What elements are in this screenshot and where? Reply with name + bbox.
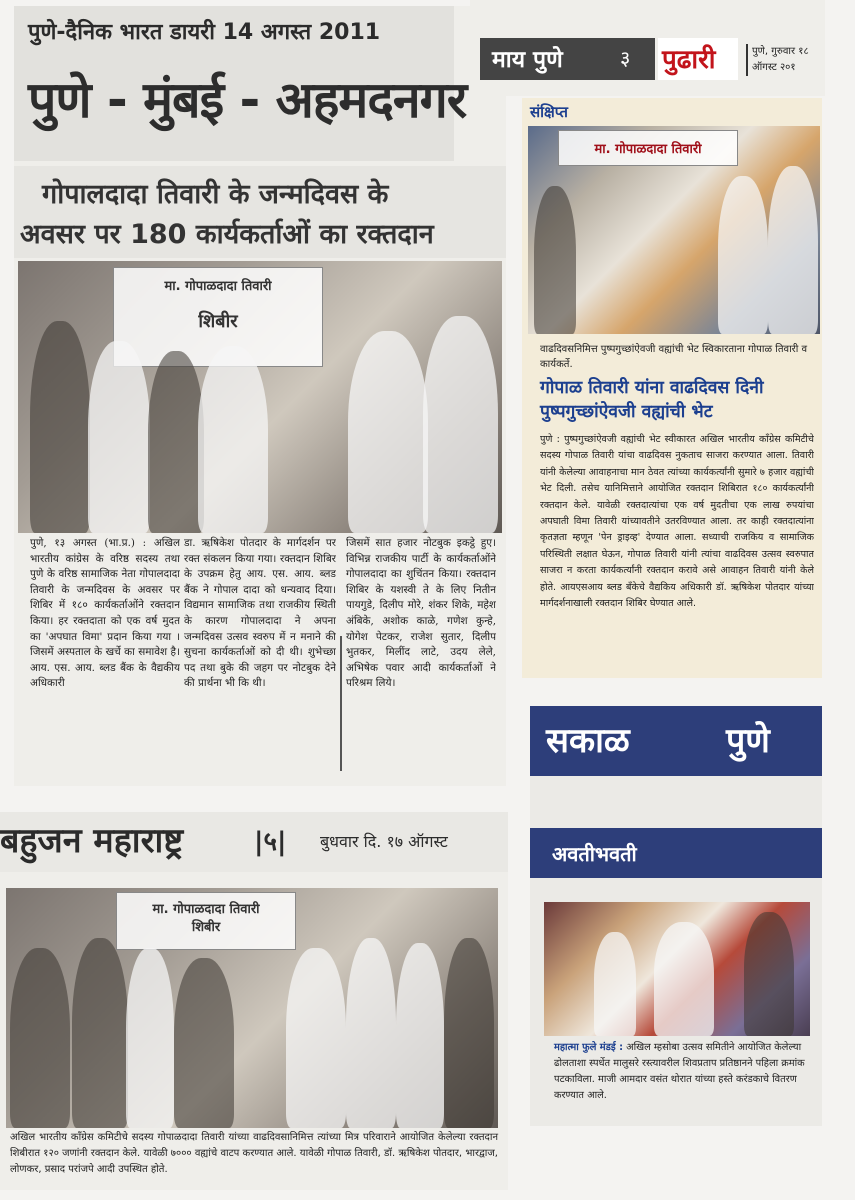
sakal-brand: सकाळ [546,721,630,761]
pudhari-section-band [480,38,655,80]
person-figure [88,341,150,533]
pudhari-brand: पुढारी [662,45,716,75]
bahujan-photo [6,888,498,1128]
bahujan-page-no: |५| [254,827,287,857]
sakal-section: अवतीभवती [552,842,637,866]
pudhari-photo [528,126,820,334]
pudhari-brand-box [658,38,738,80]
pudhari-caption: वाढदिवसनिमित्त पुष्पगुच्छांऐवजी वह्यांची भेट स्विकारताना गोपाळ तिवारी व कार्यकर्ते. [540,344,808,370]
clip-bahujan-maharashtra [0,812,508,1190]
sakal-masthead [530,706,822,776]
clip1-masthead: पुणे - मुंबई - अहमदनगर [28,71,467,129]
pudhari-page-no: ३ [620,46,631,70]
clip1-column-3: जिसमें सात हजार नोटबुक इकट्ठे हुए। विभिन्न राजकीय पार्टी के कार्यकर्ताओंने गोपालदादा का शुचिंतन किया। रक्तदान शिबिर के यशस्वी ते के लिए नितीन पायगुडे, दिलीप मोरे, शंकर शिके, महेश अंबिके, अशोक काळे, गणेश कुन्हे, योगेश पेटकर, राजेश सुतार, दिलीप भुतकर, मिलींद लाटे, उदय लेले, अभिषेक पवार आदी कार्यकर्ताओं ने परिश्रम लिये। [346,537,496,690]
bahujan-photo-banner [116,892,296,950]
sakal-caption [554,1040,812,1104]
bahujan-banner-title: मा. गोपाळदादा तिवारी [152,902,260,917]
clip1-photo [18,261,502,533]
person-figure [72,938,128,1128]
clip1-headline-box [14,166,506,258]
sakal-caption-lead: महात्मा फुले मंडई : [554,1042,624,1053]
pudhari-headline: गोपाळ तिवारी यांना वाढदिवस दिनी पुष्पगुच्छांऐवजी वह्यांची भेट [540,378,764,422]
pudhari-photo-banner: मा. गोपाळदादा तिवारी [558,130,738,166]
bahujan-banner-sub: शिबीर [191,920,221,935]
sakal-photo [544,902,810,1036]
clip-dainik-bharat [14,6,506,786]
person-figure [346,938,396,1128]
person-figure [534,186,576,334]
person-figure [768,166,818,334]
person-figure [126,948,174,1128]
sakal-city: पुणे [726,721,770,761]
clip1-banner-sub: शिबीर [198,311,238,332]
clip1-headline-line1: गोपालदादा तिवारी के जन्मदिवस के [42,179,389,210]
person-figure [10,948,70,1128]
person-figure [444,938,494,1128]
person-figure [30,321,90,533]
clip-pudhari-story [522,98,822,678]
sakal-section-band [530,828,822,878]
person-figure [594,932,636,1036]
person-figure [718,176,768,334]
sakal-caption-text: अखिल म्हसोबा उत्सव समितीने आयोजित केलेल्या ढोलताशा स्पर्धेत मालुसरे रस्त्यावरील शिवप्रताप प्रतिष्ठानने पहिला क्रमांक पटकाविला. माजी आमदार वसंत थोरात यांच्या हस्ते करंडकाचे वितरण करण्यात आले. [554,1042,805,1101]
clip1-banner-title: मा. गोपाळदादा तिवारी [164,279,272,294]
person-figure [744,912,794,1036]
person-figure [654,922,714,1036]
clip1-dateline: पुणे-दैनिक भारत डायरी 14 अगस्त 2011 [28,20,381,45]
person-figure [348,331,428,533]
bahujan-brand: बहुजन महाराष्ट्र [0,821,184,861]
clip1-column-1: पुणे, १३ अगस्त (भा.प्र.) : अखिल भारतीय कांग्रेस के वरिष्ठ सदस्य तथा पुणे के वरिष्ठ सामाजिक नेता गोपालदादा तिवारी के जन्मदिवस के अवसर पर शिबिर में १८० कार्यकर्ताओंने रक्तदान किया। हर रक्तदाता को एक वर्ष मुदत का 'अपघात विमा' प्रदान किया गया । जिसमें अस्पताल के खर्चे का समावेश है। आय. एस. आय. ब्लड बैंक के वैद्यकीय अधिकारी [30,537,180,690]
clip-pudhari [470,0,825,96]
clip-sakal [530,706,822,1126]
clip1-headline-line2: अवसर पर 180 कार्यकर्ताओं का रक्तदान [20,219,434,250]
bahujan-masthead [0,812,508,872]
person-figure [198,346,268,533]
clip1-column-2: डा. ऋषिकेश पोतदार के मार्गदर्शन पर रक्त संकलन किया गया। रक्तदान शिबिर के उपक्रम हेतु आय. एस. आय. ब्लड बैंक ने गोपाल दादा को धन्यवाद दिया। विद्यमान सामाजिक तथा राजकीय स्थिती के कारण गोपालदादा ने अपना जन्मदिवस उत्सव स्वरुप में न मनाने की सुचना कार्यकर्ताओं को दी थी। शुभेच्छा पद तथा बुके की जहग पर नोटबुक देने की प्रार्थना भी कि थी। [184,537,336,690]
pudhari-tag: संक्षिप्त [530,103,568,121]
bahujan-dateline: बुधवार दि. १७ ऑगस्ट [320,832,448,851]
column-rule [340,636,342,771]
person-figure [396,943,444,1128]
pudhari-dateline: पुणे, गुरुवार १८ ऑगस्ट २०१ [746,44,824,76]
pudhari-body: पुणे : पुष्पगुच्छांऐवजी वह्यांची भेट स्वीकारत अखिल भारतीय काँग्रेस कमिटीचे सदस्य गोपाळ तिवारी यांचा वाढदिवस नुकताच साजरा करण्यात आला. तिवारी यांनी केलेल्या आवाहनाचा मान ठेवत त्यांच्या कार्यकर्त्यांनी सुमारे ७ हजार वह्यांची भेट दिली. तसेच यानिमित्ताने आयोजित रक्तदान शिबिरात १८० कार्यकर्त्यांनी रक्तदान केले. यावेळी रक्तदात्यांचा एक वर्ष मुदतीचा एक लाख रुपयांचा अपघाती विमा तिवारी यांच्यावतीने उतरविण्यात आला. तर काही रक्तदात्यांना कृतज्ञता म्हणून 'पेन ड्राइव्ह' देण्यात आला. सध्याची राजकिय व सामाजिक परिस्थिती लक्षात घेऊन, गोपाळ तिवारी यांनी त्यांचा वाढदिवस उत्सव स्वरुपात साजरा न करता कार्यकर्त्यांनी रक्तदान करावे असे आवाहन तिवारी यांनी केले होते. आयएसआय ब्लड बँकेचे वैद्यकिय अधिकारी डॉ. ऋषिकेश पोतदार यांच्या मार्गदर्शनाखाली रक्तदान शिबिर घेण्यात आले. [540,434,814,610]
pudhari-section: माय पुणे [492,47,563,73]
person-figure [423,316,498,533]
bahujan-caption: अखिल भारतीय काँग्रेस कमिटीचे सदस्य गोपाळदादा तिवारी यांच्या वाढदिवसानिमित्त त्यांच्या मित्र परिवाराने आयोजित केलेल्या रक्तदान शिबीरात १२० जणांनी रक्तदान केले. यावेळी ७००० वह्यांचे वाटप करण्यात आले. यावेळी गोपाळ तिवारी, डॉ. ऋषिकेश पोतदार, भारद्वाज, लोणकर, प्रसाद परांजपे आदी उपस्थित होते. [10,1132,498,1175]
person-figure [174,958,234,1128]
person-figure [148,351,204,533]
person-figure [286,948,346,1128]
